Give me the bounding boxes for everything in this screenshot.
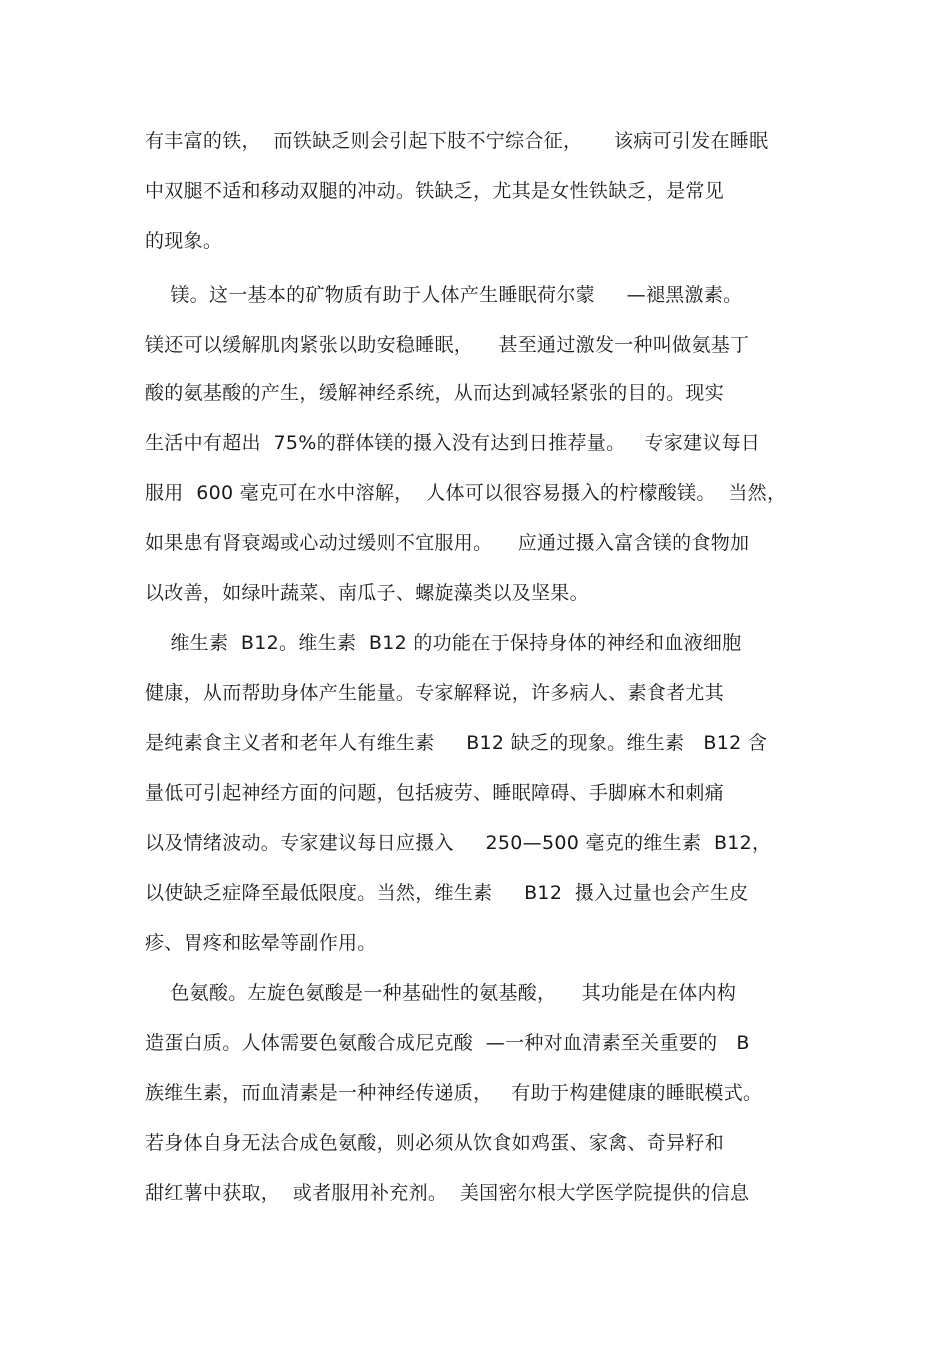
text-line: 维生素 B12。维生素 B12 的功能在于保持身体的神经和血液细胞 — [145, 632, 742, 654]
text-line: 中双腿不适和移动双腿的冲动。铁缺乏，尤其是女性铁缺乏，是常见 — [145, 180, 725, 202]
text-line: 生活中有超出 75%的群体镁的摄入没有达到日推荐量。 专家建议每日 — [145, 432, 761, 454]
text-line: 以使缺乏症降至最低限度。当然，维生素 B12 摄入过量也会产生皮 — [145, 882, 749, 904]
text-line: 镁。这一基本的矿物质有助于人体产生睡眠荷尔蒙 —褪黑激素。 — [145, 284, 743, 306]
text-line: 如果患有肾衰竭或心动过缓则不宜服用。 应通过摄入富含镁的食物加 — [145, 532, 750, 554]
text-line: 酸的氨基酸的产生，缓解神经系统，从而达到减轻紧张的目的。现实 — [145, 382, 725, 404]
text-line: 的现象。 — [145, 230, 223, 252]
text-line: 造蛋白质。人体需要色氨酸合成尼克酸 —一种对血清素至关重要的 B — [145, 1032, 750, 1054]
text-line: 健康，从而帮助身体产生能量。专家解释说，许多病人、素食者尤其 — [145, 682, 725, 704]
text-line: 服用 600 毫克可在水中溶解， 人体可以很容易摄入的柠檬酸镁。 当然， — [145, 482, 787, 504]
text-line: 族维生素，而血清素是一种神经传递质， 有助于构建健康的睡眠模式。 — [145, 1082, 763, 1104]
text-line: 镁还可以缓解肌肉紧张以助安稳睡眠， 甚至通过激发一种叫做氨基丁 — [145, 334, 750, 356]
text-line: 以及情绪波动。专家建议每日应摄入 250—500 毫克的维生素 B12， — [145, 832, 772, 854]
text-line: 以改善，如绿叶蔬菜、南瓜子、螺旋藻类以及坚果。 — [145, 582, 589, 604]
text-line: 疹、胃疼和眩晕等副作用。 — [145, 932, 377, 954]
text-line: 甜红薯中获取， 或者服用补充剂。 美国密尔根大学医学院提供的信息 — [145, 1182, 750, 1204]
text-line: 是纯素食主义者和老年人有维生素 B12 缺乏的现象。维生素 B12 含 — [145, 732, 768, 754]
text-line: 量低可引起神经方面的问题，包括疲劳、睡眠障碍、手脚麻木和刺痛 — [145, 782, 725, 804]
text-line: 色氨酸。左旋色氨酸是一种基础性的氨基酸， 其功能是在体内构 — [145, 982, 737, 1004]
text-line: 有丰富的铁， 而铁缺乏则会引起下肢不宁综合征， 该病可引发在睡眠 — [145, 130, 769, 152]
text-line: 若身体自身无法合成色氨酸，则必须从饮食如鸡蛋、家禽、奇异籽和 — [145, 1132, 725, 1154]
